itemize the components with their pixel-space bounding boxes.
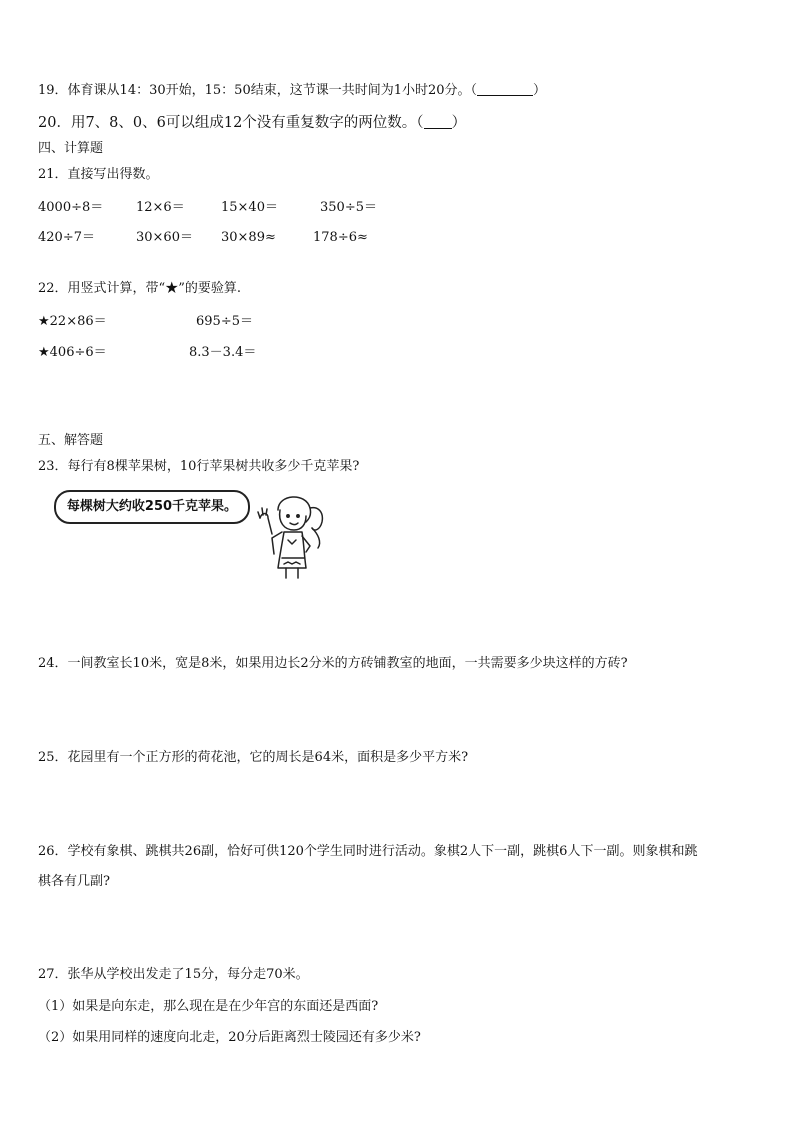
speech-bubble: [54, 490, 250, 524]
q21-row1-item3: 15×40＝: [221, 200, 278, 215]
section-5-heading: 五、解答题: [38, 433, 104, 448]
question-20-text: 20．用7、8、0、6可以组成12个没有重复数字的两位数。（: [38, 115, 424, 131]
section-4-heading: 四、计算题: [38, 141, 104, 156]
question-24-text: 24．一间教室长10米，宽是8米，如果用边长2分米的方砖铺教室的地面，一共需要多少块这样的方砖?: [38, 656, 628, 671]
question-20-close: ）: [451, 115, 467, 131]
q21-row1-item4: 350÷5＝: [320, 200, 377, 215]
q22-row1-item1: ★22×86＝: [38, 314, 107, 329]
q22-row1-item2: 695÷5＝: [196, 314, 253, 329]
speech-bubble-text: 每棵树大约收250千克苹果。: [66, 499, 238, 514]
question-23-text: 23．每行有8棵苹果树，10行苹果树共收多少千克苹果?: [38, 459, 360, 474]
q21-row2-item2: 30×60＝: [136, 230, 193, 245]
q21-row1-item2: 12×6＝: [136, 200, 185, 215]
question-19-close: ）: [533, 83, 547, 98]
question-19-text: 19．体育课从14：30开始，15：50结束，这节课一共时间为1小时20分。（: [38, 83, 478, 98]
question-19: [38, 82, 546, 100]
q21-row1-item1: 4000÷8＝: [38, 200, 104, 215]
q22-row2-item1: ★406÷6＝: [38, 345, 107, 360]
question-27-title: 27．张华从学校出发走了15分，每分走70米。: [38, 967, 309, 982]
question-27-sub2: （2）如果用同样的速度向北走，20分后距离烈士陵园还有多少米?: [38, 1030, 421, 1045]
question-26-line1: 26．学校有象棋、跳棋共26副，恰好可供120个学生同时进行活动。象棋2人下一副，跳棋6人下一副。则象棋和跳: [38, 844, 698, 859]
answer-blank-20[interactable]: [424, 116, 452, 129]
q21-row2-item4: 178÷6≈: [313, 230, 368, 245]
question-20: [38, 114, 466, 132]
question-27-sub1: （1）如果是向东走，那么现在是在少年宫的东面还是西面?: [38, 999, 379, 1014]
question-22-title: 22．用竖式计算，带“★”的要验算.: [38, 281, 241, 296]
q22-row2-item2: 8.3－3.4＝: [189, 345, 257, 360]
question-21-title: 21．直接写出得数。: [38, 167, 159, 182]
question-25-text: 25．花园里有一个正方形的荷花池，它的周长是64米，面积是多少平方米?: [38, 750, 469, 765]
answer-blank-19[interactable]: [477, 83, 533, 96]
q21-row2-item1: 420÷7＝: [38, 230, 95, 245]
question-26-line2: 棋各有几副?: [38, 874, 110, 889]
girl-illustration: [248, 488, 334, 580]
q21-row2-item3: 30×89≈: [221, 230, 276, 245]
